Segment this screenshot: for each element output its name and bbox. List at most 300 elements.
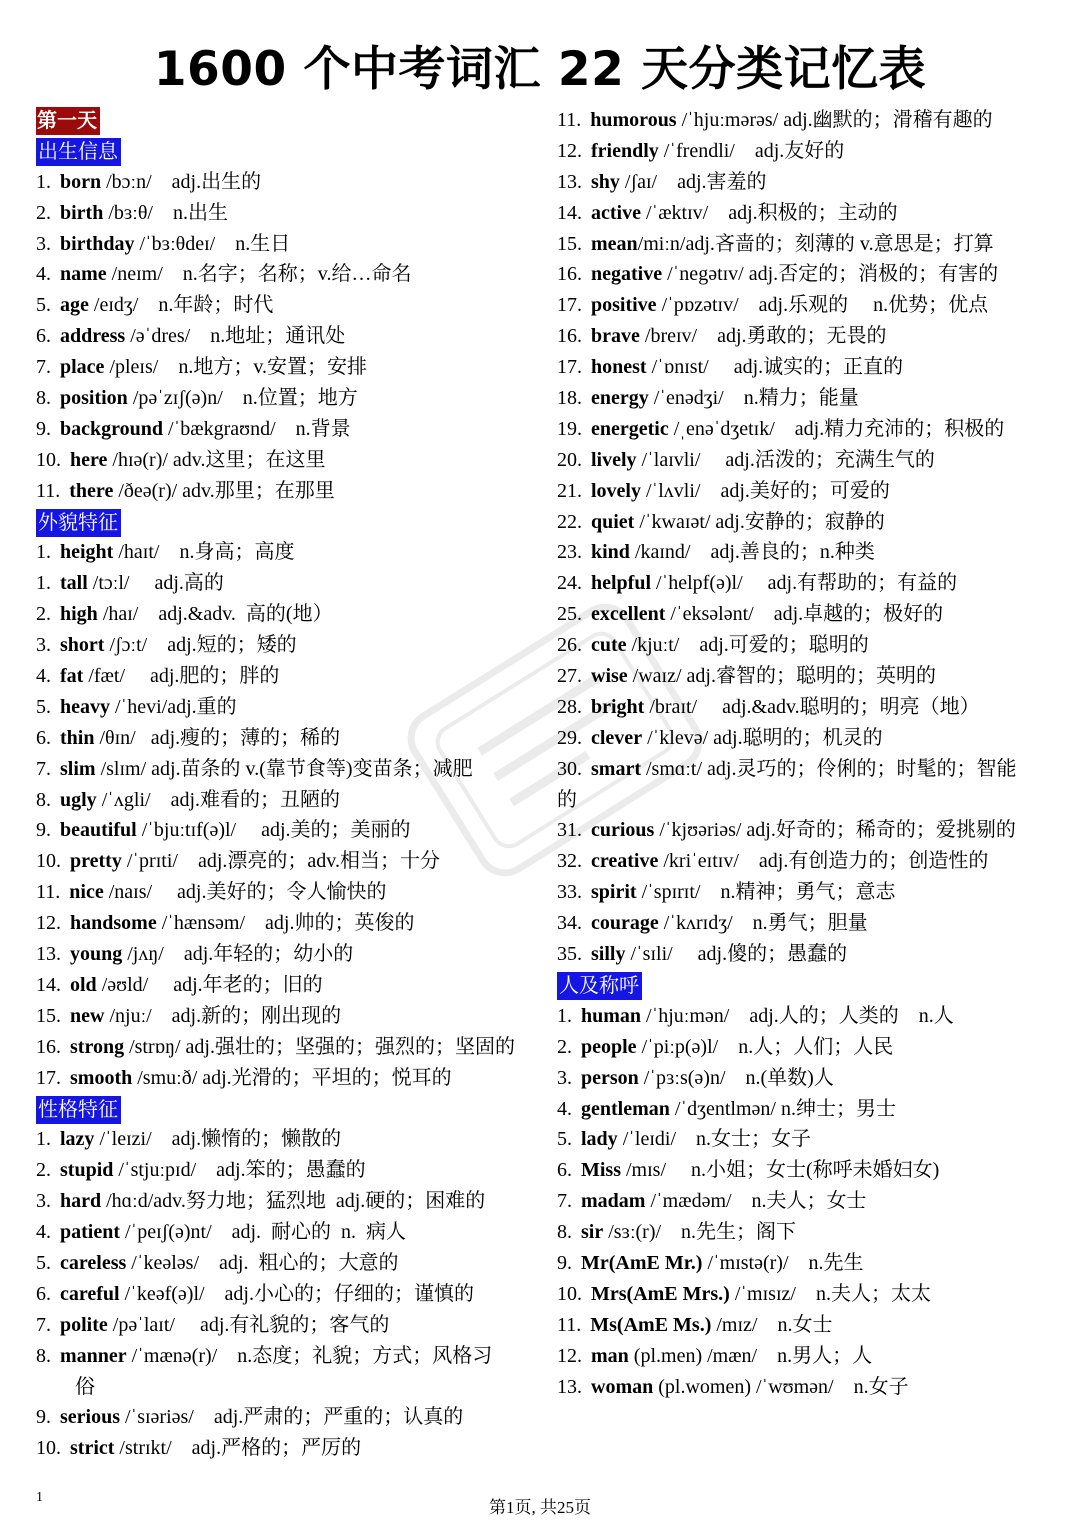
entry-word: age	[60, 294, 89, 317]
entry-number: 28.	[557, 695, 582, 718]
entry-definition: /ˈeksələnt/ adj.卓越的；极好的	[665, 603, 944, 626]
vocab-entry	[36, 167, 541, 198]
vocab-entry	[557, 1124, 1069, 1155]
entry-number: 11.	[557, 1313, 582, 1336]
vocab-entry	[557, 1094, 1069, 1125]
entry-word: people	[581, 1035, 637, 1058]
vocab-entry	[557, 352, 1069, 383]
entry-number: 9.	[36, 819, 51, 842]
entry-number: 7.	[557, 1190, 572, 1213]
entry-word: person	[581, 1066, 639, 1089]
entry-definition: /ˈmænə(r)/ n.态度；礼貌；方式；风格习	[126, 1344, 493, 1367]
entry-definition: /ˈpiːp(ə)l/ n.人；人们；人民	[636, 1035, 894, 1058]
vocab-entry	[557, 198, 1069, 229]
entry-definition: /ˈkeəf(ə)l/ adj.小心的；仔细的；谨慎的	[119, 1282, 474, 1305]
entry-definition: /ˈhænsəm/ adj.帅的；英俊的	[156, 912, 415, 935]
entry-number: 15.	[557, 232, 582, 255]
vocab-entry	[557, 599, 1069, 630]
vocab-entry	[36, 1155, 541, 1186]
entry-definition: /ˈbækgraʊnd/ n.背景	[163, 417, 351, 440]
entry-number: 11.	[557, 109, 582, 131]
entry-number: 35.	[557, 943, 582, 966]
entry-number: 9.	[557, 1251, 572, 1274]
entry-word: place	[60, 356, 105, 379]
entry-definition: /kjuːt/ adj.可爱的；聪明的	[626, 634, 869, 657]
entry-definition: /haɪt/ n.身高；高度	[113, 541, 295, 564]
entry-number: 20.	[557, 448, 582, 471]
entry-word: patient	[60, 1221, 120, 1244]
vocab-entry	[36, 970, 541, 1001]
entry-definition: /ˈbɜːθdeɪ/ n.生日	[134, 232, 291, 255]
entry-definition: /ˈenədʒi/ n.精力；能量	[648, 387, 859, 410]
entry-definition: /fæt/ adj.肥的；胖的	[83, 665, 280, 688]
entry-word: strong	[70, 1035, 125, 1058]
entry-word: careful	[60, 1282, 120, 1305]
entry-definition-wrap: 俗	[75, 1375, 95, 1398]
entry-word: pretty	[70, 850, 122, 873]
vocab-entry	[36, 229, 541, 260]
section-heading-row	[36, 136, 541, 167]
entry-definition: /jʌŋ/ adj.年轻的；幼小的	[122, 943, 354, 966]
entry-word: curious	[591, 819, 655, 842]
entry-number: 4.	[36, 665, 51, 688]
entry-definition: /tɔːl/ adj.高的	[87, 572, 224, 595]
vocab-entry	[557, 661, 1069, 692]
entry-number: 16.	[557, 325, 582, 348]
entry-number: 3.	[36, 634, 51, 657]
entry-number: 23.	[557, 541, 582, 564]
vocab-entry	[36, 630, 541, 661]
entry-definition: /strɪkt/ adj.严格的；严厉的	[114, 1437, 362, 1460]
vocab-entry	[36, 476, 541, 507]
vocab-entry	[557, 1217, 1069, 1248]
entry-word: lively	[591, 448, 637, 471]
entry-word: Mrs(AmE Mrs.)	[591, 1282, 730, 1305]
entry-definition: /ˈpɒzətɪv/ adj.乐观的 n.优势；优点	[656, 294, 989, 317]
entry-word: sir	[581, 1221, 604, 1244]
vocab-entry	[557, 1155, 1069, 1186]
vocab-entry	[557, 321, 1069, 352]
vocab-entry	[36, 692, 541, 723]
entry-definition: /njuː/ adj.新的；刚出现的	[104, 1004, 342, 1027]
entry-number: 1.	[36, 1128, 51, 1151]
vocab-entry	[557, 723, 1069, 754]
entry-number: 13.	[36, 943, 61, 966]
entry-word: tall	[60, 572, 88, 595]
entry-word: heavy	[60, 695, 110, 718]
day-heading-row	[36, 105, 541, 136]
entry-definition: /smɑːt/ adj.灵巧的；伶俐的；时髦的；智能	[640, 757, 1017, 780]
vocab-entry	[36, 1248, 541, 1279]
entry-word: active	[591, 201, 641, 224]
entry-word: quiet	[591, 510, 635, 533]
entry-definition: /ˈkʌrɪdʒ/ n.勇气；胆量	[658, 912, 868, 935]
entry-word: thin	[60, 726, 95, 749]
vocab-entry	[36, 198, 541, 229]
entry-word: wise	[591, 665, 628, 688]
entry-word: courage	[591, 912, 659, 935]
entry-number: 31.	[557, 819, 582, 842]
entry-definition: /ˈkjʊəriəs/ adj.好奇的；稀奇的；爱挑剔的	[654, 819, 1016, 842]
vocab-entry	[36, 846, 541, 877]
vocab-entry	[36, 785, 541, 816]
entry-definition: /sɜː(r)/ n.先生；阁下	[603, 1221, 797, 1244]
section-badge: 出生信息	[36, 138, 121, 166]
section-heading-row	[36, 1094, 541, 1125]
entry-word: clever	[591, 726, 643, 749]
entry-word: fat	[60, 665, 84, 688]
vocab-entry	[36, 1279, 541, 1310]
vocab-entry	[557, 476, 1069, 507]
entry-word: lovely	[591, 479, 641, 502]
vocab-entry	[36, 1186, 541, 1217]
entry-number: 10.	[36, 850, 61, 873]
vocab-entry	[36, 445, 541, 476]
entry-definition: /breɪv/ adj.勇敢的；无畏的	[639, 325, 887, 348]
entry-definition: /pleɪs/ n.地方；v.安置；安排	[104, 356, 368, 379]
entry-word: lazy	[60, 1128, 95, 1151]
vocab-entry	[557, 630, 1069, 661]
entry-word: ugly	[60, 788, 97, 811]
section-heading-row	[557, 970, 1069, 1001]
vocab-entry	[557, 939, 1069, 970]
entry-definition: /ˈnegətɪv/ adj.否定的；消极的；有害的	[662, 263, 999, 286]
entry-definition: /ˈbjuːtɪf(ə)l/ adj.美的；美丽的	[136, 819, 411, 842]
entry-number: 6.	[36, 325, 51, 348]
entry-number: 2.	[36, 1159, 51, 1182]
entry-definition: /braɪt/ adj.&adv.聪明的；明亮（地）	[644, 695, 980, 718]
vocab-entry	[36, 1341, 541, 1372]
vocab-entry	[557, 1186, 1069, 1217]
entry-word: address	[60, 325, 126, 348]
entry-number: 27.	[557, 665, 582, 688]
entry-definition: /θɪn/ adj.瘦的；薄的；稀的	[94, 726, 341, 749]
vocab-entry	[36, 352, 541, 383]
entry-word: cute	[591, 634, 627, 657]
vocab-entry	[36, 599, 541, 630]
vocab-entry	[36, 754, 541, 785]
vocab-entry	[557, 908, 1069, 939]
entry-number: 11.	[36, 881, 61, 904]
entry-word: high	[60, 603, 98, 626]
vocab-entry	[36, 723, 541, 754]
entry-word: positive	[591, 294, 657, 317]
entry-definition: /ˈʌgli/ adj.难看的；丑陋的	[96, 788, 341, 811]
section-heading-row	[36, 507, 541, 538]
entry-definition: /strɒŋ/ adj.强壮的；坚强的；强烈的；坚固的	[124, 1035, 515, 1058]
entry-number: 8.	[36, 1344, 51, 1367]
entry-word: polite	[60, 1313, 108, 1336]
vocab-entry	[557, 229, 1069, 260]
vocab-entry	[36, 1402, 541, 1433]
vocab-entry	[557, 414, 1069, 445]
entry-number: 1.	[36, 572, 51, 595]
entry-definition: /ˈlʌvli/ adj.美好的；可爱的	[641, 479, 890, 502]
entry-word: negative	[591, 263, 663, 286]
entry-word: woman	[591, 1375, 654, 1398]
entry-number: 12.	[36, 912, 61, 935]
entry-word: friendly	[591, 139, 659, 162]
entry-definition: /ˈsɪəriəs/ adj.严肃的；严重的；认真的	[120, 1406, 464, 1429]
entry-number: 9.	[36, 1406, 51, 1429]
vocab-entry	[557, 383, 1069, 414]
vocab-entry	[557, 568, 1069, 599]
vocab-entry	[557, 1001, 1069, 1032]
entry-definition: /miːn/adj.吝啬的；刻薄的 v.意思是；打算	[637, 232, 994, 255]
entry-definition: /əˈdres/ n.地址；通讯处	[125, 325, 346, 348]
entry-definition: /ˈhjuːmərəs/ adj.幽默的；滑稽有趣的	[676, 109, 993, 131]
entry-number: 10.	[36, 448, 61, 471]
entry-number: 5.	[557, 1128, 572, 1151]
entry-definition: /ʃaɪ/ adj.害羞的	[619, 170, 767, 193]
entry-word: smooth	[70, 1066, 133, 1089]
entry-number: 1.	[36, 170, 51, 193]
entry-definition: /smuːð/ adj.光滑的；平坦的；悦耳的	[132, 1066, 452, 1089]
entry-number: 11.	[36, 479, 61, 502]
entry-word: background	[60, 417, 164, 440]
vocab-entry	[36, 1124, 541, 1155]
vocab-entry	[557, 136, 1069, 167]
vocab-entry	[36, 290, 541, 321]
entry-word: lady	[581, 1128, 618, 1151]
entry-definition: /pəˈzɪʃ(ə)n/ n.位置；地方	[127, 387, 358, 410]
left-column	[36, 105, 541, 1464]
right-column	[557, 105, 1069, 1402]
entry-definition: /ˈkeələs/ adj. 粗心的；大意的	[126, 1251, 399, 1274]
entry-word: manner	[60, 1344, 127, 1367]
entry-word: hard	[60, 1190, 102, 1213]
entry-number: 6.	[557, 1159, 572, 1182]
entry-number: 13.	[557, 170, 582, 193]
entry-word: man	[591, 1344, 629, 1367]
vocab-entry	[36, 661, 541, 692]
entry-word: human	[581, 1004, 642, 1027]
entry-number: 5.	[36, 695, 51, 718]
entry-definition: /ˈpɜːs(ə)n/ n.(单数)人	[638, 1066, 834, 1089]
entry-number: 16.	[36, 1035, 61, 1058]
vocab-entry	[36, 877, 541, 908]
entry-word: serious	[60, 1406, 120, 1429]
entry-word: stupid	[60, 1159, 114, 1182]
entry-definition: /bɔːn/ adj.出生的	[101, 170, 262, 193]
vocab-entry	[557, 105, 1069, 136]
entry-word: smart	[591, 757, 641, 780]
vocab-entry	[557, 290, 1069, 321]
entry-number: 12.	[557, 139, 582, 162]
entry-definition: /slɪm/ adj.苗条的 v.(靠节食等)变苗条；减肥	[95, 757, 473, 780]
entry-word: excellent	[591, 603, 666, 626]
entry-word: silly	[591, 943, 626, 966]
entry-number: 14.	[557, 201, 582, 224]
entry-definition: /ˈpeɪʃ(ə)nt/ adj. 耐心的 n. 病人	[120, 1221, 407, 1244]
vocab-entry	[36, 939, 541, 970]
entry-number: 30.	[557, 757, 582, 780]
entry-number: 29.	[557, 726, 582, 749]
entry-definition: /waɪz/ adj.睿智的；聪明的；英明的	[627, 665, 936, 688]
section-badge: 性格特征	[36, 1096, 121, 1124]
entry-word: short	[60, 634, 105, 657]
entry-word: height	[60, 541, 114, 564]
section-badge: 人及称呼	[557, 972, 642, 1000]
entry-definition: /ˈlaɪvli/ adj.活泼的；充满生气的	[636, 448, 935, 471]
vocab-entry	[557, 259, 1069, 290]
entry-definition: /ˈprɪti/ adj.漂亮的；adv.相当；十分	[121, 850, 440, 873]
entry-number: 18.	[557, 387, 582, 410]
page-count-footer: 第1页, 共25页	[489, 1498, 591, 1517]
entry-word: Mr(AmE Mr.)	[581, 1251, 703, 1274]
entry-definition: /ˌenəˈdʒetɪk/ adj.精力充沛的；积极的	[668, 417, 1005, 440]
entry-number: 3.	[36, 1190, 51, 1213]
entry-definition: /naɪs/ adj.美好的；令人愉快的	[103, 881, 387, 904]
entry-word: position	[60, 387, 128, 410]
vocab-entry	[557, 877, 1069, 908]
entry-number: 7.	[36, 1313, 51, 1336]
entry-definition: /ˈleɪzi/ adj.懒惰的；懒散的	[94, 1128, 342, 1151]
page-title: 1600 个中考词汇 22 天分类记忆表	[153, 42, 927, 97]
entry-number: 7.	[36, 757, 51, 780]
entry-definition: /ˈspɪrɪt/ n.精神；勇气；意志	[636, 881, 896, 904]
entry-number: 6.	[36, 1282, 51, 1305]
entry-number: 16.	[557, 263, 582, 286]
entry-word: born	[60, 170, 102, 193]
entry-number: 3.	[557, 1066, 572, 1089]
entry-number: 14.	[36, 973, 61, 996]
entry-number: 4.	[36, 263, 51, 286]
entry-definition: /ˈsɪli/ adj.傻的；愚蠢的	[625, 943, 848, 966]
entry-word: helpful	[591, 572, 652, 595]
entry-definition: (pl.men) /mæn/ n.男人；人	[628, 1344, 873, 1367]
vocab-entry	[36, 1001, 541, 1032]
entry-number: 5.	[36, 294, 51, 317]
entry-word: slim	[60, 757, 96, 780]
entry-number: 24.	[557, 572, 582, 595]
entry-number: 26.	[557, 634, 582, 657]
entry-definition: /hɪə(r)/ adv.这里；在这里	[107, 448, 326, 471]
entry-number: 32.	[557, 850, 582, 873]
entry-word: Ms(AmE Ms.)	[590, 1313, 712, 1336]
entry-definition: /kaɪnd/ adj.善良的；n.种类	[629, 541, 875, 564]
entry-number: 12.	[557, 1344, 582, 1367]
entry-word: brave	[591, 325, 640, 348]
page-number: 1	[36, 1490, 43, 1505]
entry-number: 8.	[36, 788, 51, 811]
entry-definition-continuation	[36, 1372, 541, 1403]
entry-definition: /pəˈlaɪt/ adj.有礼貌的；客气的	[107, 1313, 390, 1336]
entry-number: 17.	[557, 294, 582, 317]
vocab-entry	[36, 1310, 541, 1341]
entry-word: handsome	[70, 912, 157, 935]
entry-word: beautiful	[60, 819, 137, 842]
entry-definition: /ˈfrendli/ adj.友好的	[658, 139, 845, 162]
vocab-entry	[557, 1032, 1069, 1063]
vocab-entry	[557, 1341, 1069, 1372]
entry-number: 13.	[557, 1375, 582, 1398]
entry-number: 33.	[557, 881, 582, 904]
vocab-entry	[557, 1248, 1069, 1279]
entry-number: 2.	[557, 1035, 572, 1058]
vocab-entry	[557, 754, 1069, 785]
vocab-entry	[557, 815, 1069, 846]
entry-word: old	[70, 973, 97, 996]
entry-word: gentleman	[581, 1097, 670, 1120]
entry-word: energy	[591, 387, 649, 410]
vocab-entry	[36, 537, 541, 568]
entry-definition: /ˈstjuːpɪd/ adj.笨的；愚蠢的	[113, 1159, 366, 1182]
entry-definition-wrap: 的	[557, 788, 577, 811]
entry-word: Miss	[581, 1159, 621, 1182]
entry-definition: /ˈmædəm/ n.夫人；女士	[645, 1190, 867, 1213]
vocab-entry	[557, 692, 1069, 723]
entry-number: 1.	[557, 1004, 572, 1027]
entry-definition: /ˈhjuːmən/ adj.人的；人类的 n.人	[641, 1004, 954, 1027]
day-badge: 第一天	[36, 107, 100, 135]
entry-word: here	[70, 448, 108, 471]
vocab-entry	[557, 1063, 1069, 1094]
vocab-entry	[36, 1217, 541, 1248]
vocab-entry	[557, 537, 1069, 568]
entry-number: 8.	[36, 387, 51, 410]
vocab-entry	[36, 1063, 541, 1094]
vocab-entry	[36, 414, 541, 445]
entry-definition: /ˈæktɪv/ adj.积极的；主动的	[640, 201, 898, 224]
entry-number: 2.	[36, 603, 51, 626]
entry-number: 34.	[557, 912, 582, 935]
vocab-entry	[36, 908, 541, 939]
entry-word: there	[69, 479, 114, 502]
entry-definition: /ðeə(r)/ adv.那里；在那里	[113, 479, 335, 502]
entry-definition: /ˈɒnɪst/ adj.诚实的；正直的	[646, 356, 904, 379]
entry-number: 6.	[36, 726, 51, 749]
entry-number: 10.	[557, 1282, 582, 1305]
entry-word: bright	[591, 695, 645, 718]
entry-number: 1.	[36, 541, 51, 564]
entry-number: 4.	[557, 1097, 572, 1120]
entry-definition: /ˈkwaɪət/ adj.安静的；寂静的	[634, 510, 885, 533]
vocab-entry	[557, 1372, 1069, 1403]
entry-word: spirit	[591, 881, 637, 904]
entry-word: name	[60, 263, 107, 286]
vocab-entry	[557, 507, 1069, 538]
vocab-entry	[36, 568, 541, 599]
entry-number: 4.	[36, 1221, 51, 1244]
entry-definition: /eɪdʒ/ n.年龄；时代	[88, 294, 274, 317]
entry-number: 3.	[36, 232, 51, 255]
entry-definition: /ˈhevi/adj.重的	[110, 695, 237, 718]
entry-word: birth	[60, 201, 104, 224]
entry-definition: /əʊld/ adj.年老的；旧的	[96, 973, 323, 996]
entry-definition: (pl.women) /ˈwʊmən/ n.女子	[653, 1375, 909, 1398]
vocab-entry	[36, 1433, 541, 1464]
entry-number: 5.	[36, 1251, 51, 1274]
entry-number: 25.	[557, 603, 582, 626]
entry-definition-continuation	[557, 785, 1069, 816]
entry-word: careless	[60, 1251, 127, 1274]
entry-definition: /ʃɔːt/ adj.短的；矮的	[104, 634, 297, 657]
entry-number: 15.	[36, 1004, 61, 1027]
entry-definition: /haɪ/ adj.&adv. 高的(地）	[97, 603, 333, 626]
entry-definition: /ˈklevə/ adj.聪明的；机灵的	[642, 726, 883, 749]
entry-definition: /ˈleɪdi/ n.女士；女子	[617, 1128, 812, 1151]
entry-word: energetic	[591, 417, 669, 440]
vocab-entry	[557, 167, 1069, 198]
entry-word: mean	[591, 232, 638, 255]
entry-word: kind	[591, 541, 630, 564]
entry-definition: /mɪs/ n.小姐；女士(称呼未婚妇女)	[621, 1159, 940, 1182]
entry-number: 8.	[557, 1221, 572, 1244]
entry-word: new	[70, 1004, 105, 1027]
entry-word: madam	[581, 1190, 646, 1213]
entry-word: nice	[69, 881, 104, 904]
